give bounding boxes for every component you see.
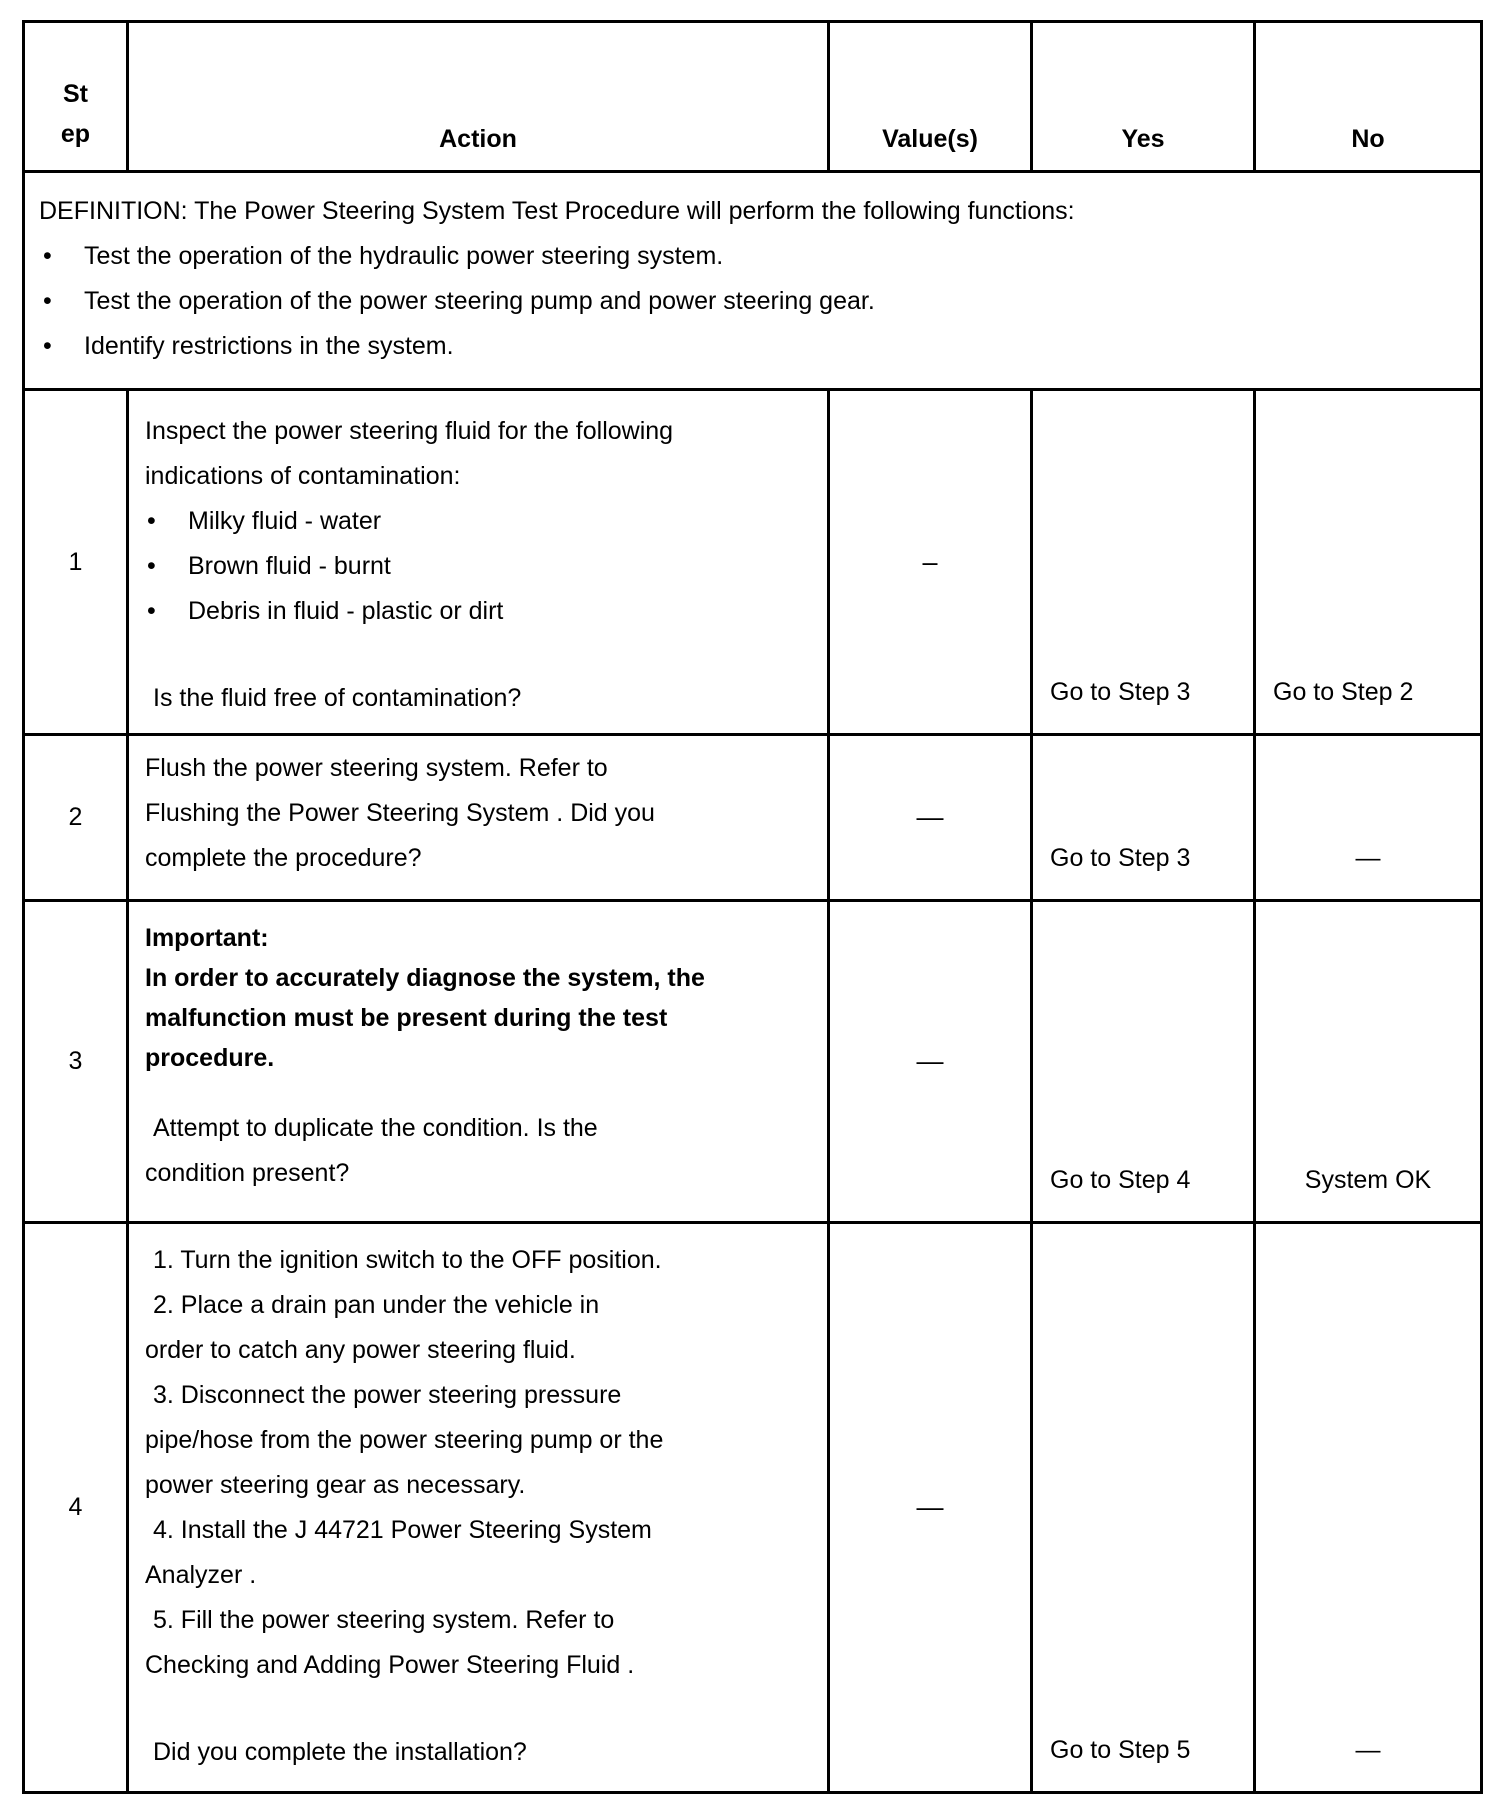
table-row: [24, 390, 1482, 735]
definition-bullet: [39, 279, 1462, 324]
yes-cell: Go to Step 3: [1032, 735, 1255, 901]
bullet-icon: •: [43, 287, 52, 315]
action-line: Inspect the power steering fluid for the following: [145, 417, 674, 445]
action-question: condition present?: [145, 1159, 350, 1187]
action-line: Flush the power steering system. Refer to: [145, 754, 608, 782]
bullet-icon: •: [147, 507, 156, 535]
action-line: complete the procedure?: [145, 844, 422, 872]
header-row: [24, 22, 1482, 172]
action-cell: [128, 390, 829, 735]
important-text: procedure.: [145, 1044, 275, 1072]
action-line: 5. Fill the power steering system. Refer to: [153, 1606, 615, 1634]
header-no: No: [1255, 22, 1482, 172]
action-question: Is the fluid free of contamination?: [153, 684, 522, 712]
action-line: indications of contamination:: [145, 462, 461, 490]
bullet-icon: •: [43, 332, 52, 360]
action-line: 3. Disconnect the power steering pressure: [153, 1381, 622, 1409]
value-cell: —: [829, 901, 1032, 1223]
value-cell: –: [829, 390, 1032, 735]
action-line: Checking and Adding Power Steering Fluid .: [145, 1651, 635, 1679]
table-row: [24, 901, 1482, 1223]
no-cell: —: [1255, 1223, 1482, 1793]
important-text: In order to accurately diagnose the system, the: [145, 964, 705, 992]
bullet-icon: •: [43, 242, 52, 270]
header-step: [24, 22, 128, 172]
definition-cell: [24, 172, 1482, 390]
definition-bullet-text: Test the operation of the hydraulic power steering system.: [84, 242, 724, 270]
action-line: 4. Install the J 44721 Power Steering System: [153, 1516, 652, 1544]
value-cell: —: [829, 735, 1032, 901]
step-number: 4: [24, 1223, 128, 1793]
bullet-icon: •: [147, 552, 156, 580]
action-question: Attempt to duplicate the condition. Is the: [153, 1114, 598, 1142]
definition-intro: DEFINITION: The Power Steering System Test Procedure will perform the following functions:: [39, 197, 1075, 225]
action-bullet: [145, 544, 817, 589]
action-line: pipe/hose from the power steering pump or the: [145, 1426, 664, 1454]
action-line: 2. Place a drain pan under the vehicle in: [153, 1291, 600, 1319]
yes-cell: Go to Step 3: [1032, 390, 1255, 735]
header-action: Action: [128, 22, 829, 172]
no-cell: Go to Step 2: [1255, 390, 1482, 735]
action-cell: [128, 1223, 829, 1793]
action-bullet-text: Debris in fluid - plastic or dirt: [188, 597, 504, 625]
action-line: Flushing the Power Steering System . Did you: [145, 799, 655, 827]
action-line: Analyzer .: [145, 1561, 257, 1589]
action-line: 1. Turn the ignition switch to the OFF position.: [153, 1246, 662, 1274]
table-row: [24, 1223, 1482, 1793]
yes-cell: Go to Step 5: [1032, 1223, 1255, 1793]
header-values: Value(s): [829, 22, 1032, 172]
action-bullet-text: Milky fluid - water: [188, 507, 382, 535]
action-question: Did you complete the installation?: [153, 1738, 527, 1766]
step-number: 1: [24, 390, 128, 735]
header-step-line1: St: [63, 80, 88, 108]
action-cell: [128, 735, 829, 901]
action-bullet: [145, 589, 817, 634]
header-step-line2: ep: [60, 120, 91, 148]
bullet-icon: •: [147, 597, 156, 625]
value-cell: —: [829, 1223, 1032, 1793]
no-cell: —: [1255, 735, 1482, 901]
diagnostic-table: [22, 20, 1483, 1794]
action-line: power steering gear as necessary.: [145, 1471, 526, 1499]
step-number: 2: [24, 735, 128, 901]
step-number: 3: [24, 901, 128, 1223]
table-row: [24, 735, 1482, 901]
definition-bullet: [39, 234, 1462, 279]
definition-bullet-text: Identify restrictions in the system.: [84, 332, 454, 360]
action-bullet-text: Brown fluid - burnt: [188, 552, 391, 580]
yes-cell: Go to Step 4: [1032, 901, 1255, 1223]
action-bullet: [145, 499, 817, 544]
no-cell: System OK: [1255, 901, 1482, 1223]
action-cell: [128, 901, 829, 1223]
definition-bullet-text: Test the operation of the power steering pump and power steering gear.: [84, 287, 875, 315]
important-text: malfunction must be present during the test: [145, 1004, 668, 1032]
header-yes: Yes: [1032, 22, 1255, 172]
important-label: Important:: [145, 924, 269, 952]
definition-row: [24, 172, 1482, 390]
definition-bullet: [39, 324, 1462, 369]
action-line: order to catch any power steering fluid.: [145, 1336, 576, 1364]
